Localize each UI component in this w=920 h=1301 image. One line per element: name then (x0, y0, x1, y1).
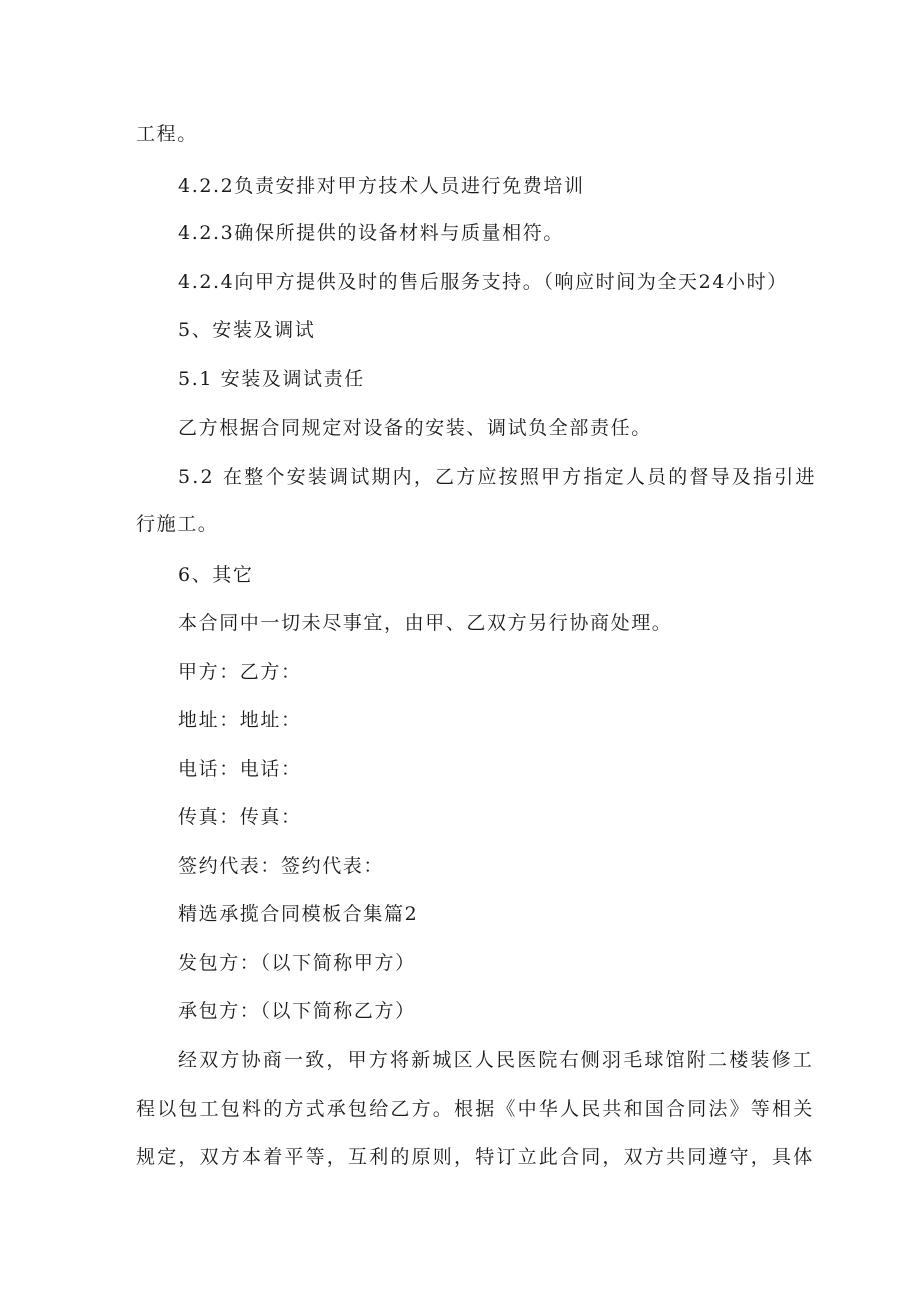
paragraph-line: 乙方根据合同规定对设备的安装、调试负全部责任。 (178, 417, 652, 439)
paragraph-line: 程以包工包料的方式承包给乙方。根据《中华人民共和国合同法》等相关 (136, 1098, 815, 1120)
clause-4-2-2: 4.2.2负责安排对甲方技术人员进行免费培训 (178, 175, 585, 197)
paragraph-line: 规定，双方本着平等，互利的原则，特订立此合同，双方共同遵守，具体 (136, 1146, 815, 1168)
section-heading-5: 5、安装及调试 (178, 319, 316, 341)
paragraph-line: 工程。 (136, 123, 198, 145)
paragraph-line: 本合同中一切未尽事宜，由甲、乙双方另行协商处理。 (178, 612, 673, 634)
contractor-line: 承包方：（以下简称乙方） (178, 1000, 416, 1022)
address-line: 地址：地址： (178, 709, 302, 731)
clause-4-2-3: 4.2.3确保所提供的设备材料与质量相符。 (178, 222, 564, 244)
employer-line: 发包方：（以下简称甲方） (178, 952, 416, 974)
party-line: 甲方：乙方： (178, 661, 302, 683)
paragraph-line: 经双方协商一致，甲方将新城区人民医院右侧羽毛球馆附二楼装修工 (178, 1049, 815, 1071)
paragraph-line: 行施工。 (136, 513, 219, 535)
clause-4-2-4: 4.2.4向甲方提供及时的售后服务支持。（响应时间为全天24小时） (178, 271, 788, 293)
clause-5-2: 5.2 在整个安装调试期内，乙方应按照甲方指定人员的督导及指引进 (178, 466, 817, 488)
fax-line: 传真：传真： (178, 806, 302, 828)
clause-5-1: 5.1 安装及调试责任 (178, 368, 365, 390)
signatory-line: 签约代表：签约代表： (178, 855, 385, 877)
section-heading-6: 6、其它 (178, 564, 254, 586)
phone-line: 电话：电话： (178, 758, 302, 780)
section-title: 精选承揽合同模板合集篇2 (178, 903, 419, 925)
